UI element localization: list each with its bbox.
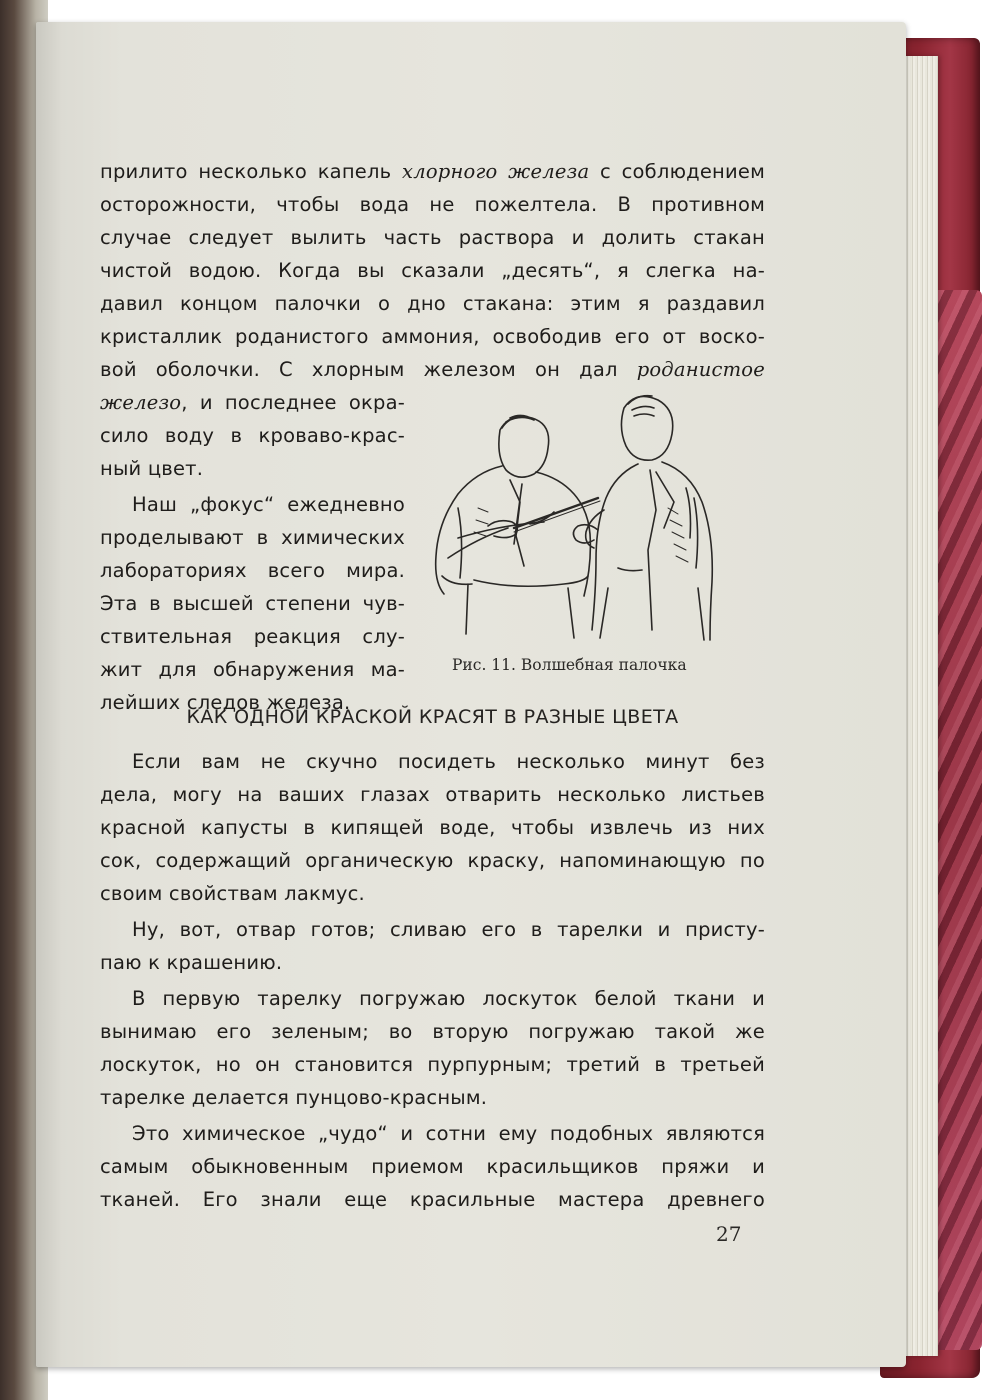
- text-line: своим свойствам лакмус.: [100, 882, 365, 905]
- text-span: , и последнее окра-: [181, 391, 405, 414]
- italic-term: хлорного железа: [402, 160, 590, 183]
- text-span: вой оболочки. С хлорным железом он дал: [100, 358, 637, 381]
- text-line: В первую тарелку погружаю лоскуток белой ткани и: [132, 987, 765, 1010]
- page-number: 27: [716, 1222, 742, 1246]
- text-line: [100, 160, 765, 183]
- marbled-cover-edge: [938, 290, 982, 1350]
- text-line: случае следует вылить часть раствора и долить стакан: [100, 226, 765, 249]
- text-line: сило воду в кроваво-крас-: [100, 424, 405, 447]
- text-line: красной капусты в кипящей воде, чтобы извлечь из них: [100, 816, 765, 839]
- text-line: [100, 358, 765, 381]
- text-span: с соблюдением: [589, 160, 765, 183]
- text-line: тарелке делается пунцово-красным.: [100, 1086, 488, 1109]
- italic-term: роданистое: [636, 358, 765, 381]
- text-line: сок, содержащий органическую краску, напоминающую по: [100, 849, 765, 872]
- text-line: осторожности, чтобы вода не пожелтела. В противном: [100, 193, 765, 216]
- text-line: жит для обнаружения ма-: [100, 658, 405, 681]
- text-line: ный цвет.: [100, 457, 204, 480]
- text-line: Эта в высшей степени чув-: [100, 592, 405, 615]
- text-line: паю к крашению.: [100, 951, 283, 974]
- italic-term: железо: [100, 391, 182, 414]
- text-line: дела, могу на ваших глазах отварить несколько листьев: [100, 783, 765, 806]
- text-line: давил концом палочки о дно стакана: этим я раздавил: [100, 292, 765, 315]
- text-line: проделывают в химических: [100, 526, 405, 549]
- text-line: лейших следов железа.: [100, 691, 351, 714]
- text-line: тканей. Его знали еще красильные мастера древнего: [100, 1188, 765, 1211]
- text-line: самым обыкновенным приемом красильщиков пряжи и: [100, 1155, 765, 1178]
- text-line: Наш „фокус“ ежедневно: [132, 493, 405, 516]
- text-line: вынимаю его зеленым; во вторую погружаю такой же: [100, 1020, 765, 1043]
- figure-caption: Рис. 11. Волшебная палочка: [452, 656, 687, 674]
- text-line: кристаллик роданистого аммония, освободив его от воско-: [100, 325, 765, 348]
- text-line: ствительная реакция слу-: [100, 625, 405, 648]
- text-span: прилито несколько капель: [100, 160, 403, 183]
- text-line: Ну, вот, отвар готов; сливаю его в тарелки и присту-: [132, 918, 765, 941]
- text-line: лабораториях всего мира.: [100, 559, 405, 582]
- text-line: Если вам не скучно посидеть несколько минут без: [132, 750, 765, 773]
- illustration-magic-wand: [418, 388, 718, 650]
- section-heading: КАК ОДНОЙ КРАСКОЙ КРАСЯТ В РАЗНЫЕ ЦВЕТА: [186, 706, 679, 728]
- text-line: Это химическое „чудо“ и сотни ему подобных являются: [132, 1122, 765, 1145]
- text-line: [100, 391, 405, 414]
- text-line: чистой водою. Когда вы сказали „десять“, я слегка на-: [100, 259, 765, 282]
- text-line: лоскуток, но он становится пурпурным; третий в третьей: [100, 1053, 765, 1076]
